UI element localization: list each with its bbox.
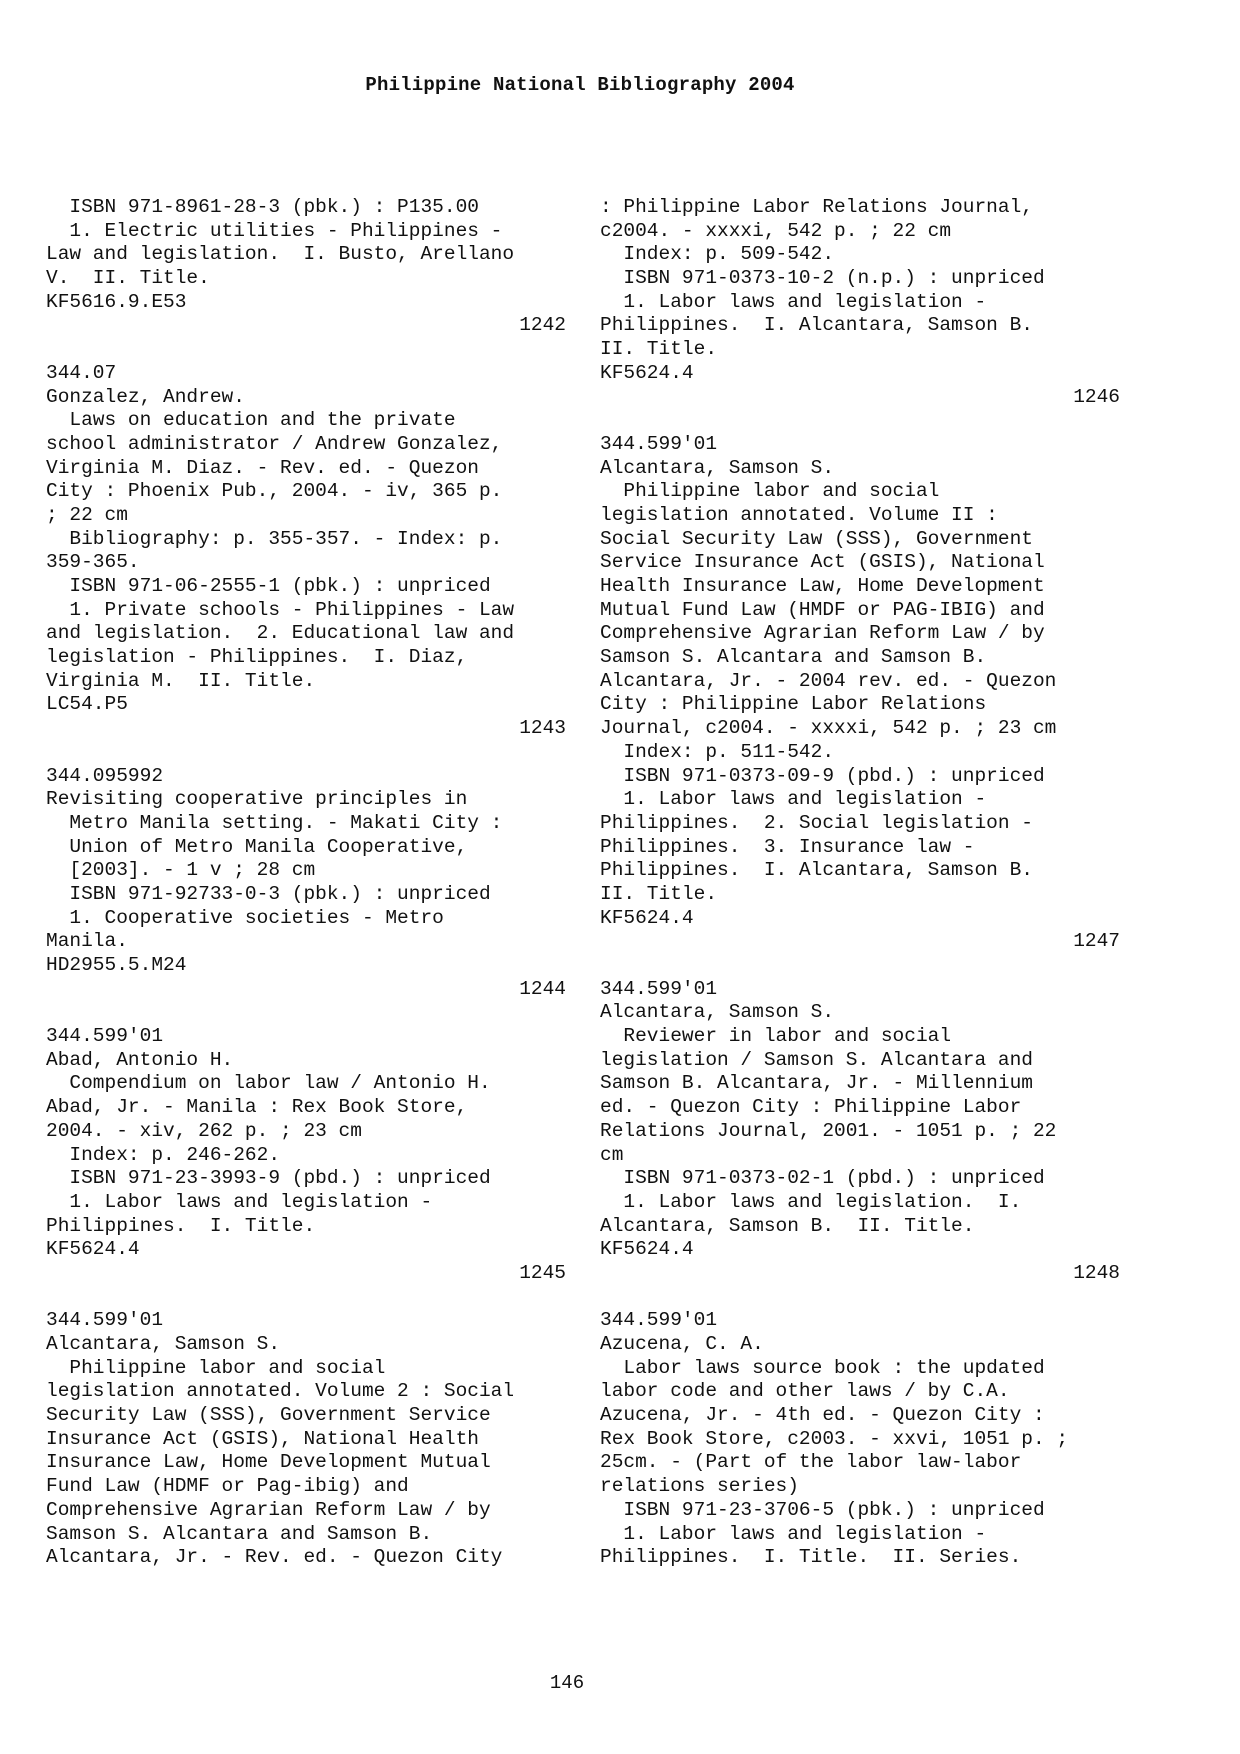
entry-line: Union of Metro Manila Cooperative, <box>46 835 468 858</box>
entry-line: ISBN 971-23-3706-5 (pbk.) : unpriced <box>600 1498 1045 1521</box>
entry-line: Labor laws source book : the updated <box>600 1356 1045 1379</box>
entry-line: Reviewer in labor and social <box>600 1025 952 1048</box>
entry-line: Samson S. Alcantara and Samson B. <box>46 1522 433 1545</box>
entry-line: II. Title. <box>600 338 718 361</box>
entry-line: II. Title. <box>600 882 718 905</box>
entry-line: Philippines. I. Title. <box>46 1214 316 1237</box>
entry-line: KF5616.9.E53 <box>46 290 187 313</box>
entry-line: Law and legislation. I. Busto, Arellano <box>46 243 515 266</box>
entry-line: Service Insurance Act (GSIS), National <box>600 551 1045 574</box>
entry-number: 1247 <box>1073 930 1120 953</box>
entry-line: Philippine labor and social <box>600 480 940 503</box>
entry-line: Index: p. 511-542. <box>600 740 835 763</box>
entry-line: labor code and other laws / by C.A. <box>600 1380 1010 1403</box>
entry-line: 1. Labor laws and legislation - <box>600 1522 987 1545</box>
entry-line: Alcantara, Samson S. <box>600 456 835 479</box>
entry-line: Samson B. Alcantara, Jr. - Millennium <box>600 1072 1033 1095</box>
entry-line: KF5624.4 <box>600 361 694 384</box>
entry-line: Social Security Law (SSS), Government <box>600 527 1033 550</box>
entry-line: Philippines. I. Alcantara, Samson B. <box>600 859 1033 882</box>
entry-line: ed. - Quezon City : Philippine Labor <box>600 1096 1022 1119</box>
entry-line: Index: p. 509-542. <box>600 243 835 266</box>
entry-line: City : Philippine Labor Relations <box>600 693 987 716</box>
entry-spacer <box>600 409 1120 433</box>
entry-number: 1244 <box>519 977 566 1000</box>
entry-line: Alcantara, Samson B. II. Title. <box>600 1214 975 1237</box>
entry-line: Samson S. Alcantara and Samson B. <box>600 646 987 669</box>
entry-line: relations series) <box>600 1475 799 1498</box>
entry-line: KF5624.4 <box>46 1238 140 1261</box>
entry-line: 1. Labor laws and legislation. I. <box>600 1190 1022 1213</box>
entry-line: [2003]. - 1 v ; 28 cm <box>46 859 316 882</box>
entry-spacer <box>46 741 566 765</box>
entry-line: 344.599'01 <box>46 1025 164 1048</box>
entry-line: Azucena, Jr. - 4th ed. - Quezon City : <box>600 1404 1045 1427</box>
entry-line: HD2955.5.M24 <box>46 954 187 976</box>
left-column <box>46 196 566 1570</box>
entry-line: Relations Journal, 2001. - 1051 p. ; 22 <box>600 1119 1057 1142</box>
entry-line: Insurance Law, Home Development Mutual <box>46 1451 491 1474</box>
page-title: Philippine National Bibliography 2004 <box>365 74 795 96</box>
right-column <box>600 196 1120 1570</box>
entry-spacer <box>46 338 566 362</box>
entry-line: 1. Cooperative societies - Metro <box>46 906 444 929</box>
entry-spacer <box>46 1286 566 1310</box>
entry-line: 359-365. <box>46 551 140 574</box>
entry-line: 344.599'01 <box>600 1309 718 1332</box>
entry-line: Gonzalez, Andrew. <box>46 385 245 408</box>
entry-line: 1. Labor laws and legislation - <box>600 290 987 313</box>
entry-line: Philippines. I. Title. II. Series. <box>600 1546 1022 1569</box>
entry-line: Philippines. 3. Insurance law - <box>600 835 975 858</box>
entry-line: 344.599'01 <box>600 977 718 1000</box>
entry-number: 1248 <box>1073 1261 1120 1284</box>
entry-line: school administrator / Andrew Gonzalez, <box>46 432 503 455</box>
entry-line: Bibliography: p. 355-357. - Index: p. <box>46 527 503 550</box>
entry-line: Mutual Fund Law (HMDF or PAG-IBIG) and <box>600 598 1045 621</box>
entry-line: ISBN 971-0373-09-9 (pbd.) : unpriced <box>600 764 1045 787</box>
entry-line: Manila. <box>46 930 128 953</box>
entry-line: 344.095992 <box>46 764 164 787</box>
entry-line: cm <box>600 1143 624 1166</box>
entry-line: legislation annotated. Volume 2 : Social <box>46 1380 515 1403</box>
entry-line: legislation - Philippines. I. Diaz, <box>46 646 468 669</box>
entry-line: legislation / Samson S. Alcantara and <box>600 1048 1033 1071</box>
entry-line: Alcantara, Samson S. <box>600 1001 835 1024</box>
entry-line: Alcantara, Jr. - 2004 rev. ed. - Quezon <box>600 669 1057 692</box>
entry-line: 1. Labor laws and legislation - <box>46 1190 433 1213</box>
entry-line: Revisiting cooperative principles in <box>46 788 468 811</box>
entry-line: ISBN 971-0373-02-1 (pbd.) : unpriced <box>600 1167 1045 1190</box>
entry-line: Comprehensive Agrarian Reform Law / by <box>600 622 1045 645</box>
entry-line: 1. Labor laws and legislation - <box>600 788 987 811</box>
entry-line: ; 22 cm <box>46 503 128 526</box>
entry-line: 1. Electric utilities - Philippines - <box>46 219 503 242</box>
entry-line: 1. Private schools - Philippines - Law <box>46 598 515 621</box>
entry-line: KF5624.4 <box>600 1238 694 1261</box>
entry-line: ISBN 971-0373-10-2 (n.p.) : unpriced <box>600 267 1045 290</box>
entry-spacer <box>600 954 1120 978</box>
entry-line: Health Insurance Law, Home Development <box>600 575 1045 597</box>
entry-line: Alcantara, Samson S. <box>46 1333 281 1355</box>
entry-line: Philippines. I. Alcantara, Samson B. <box>600 314 1033 337</box>
entry-line: Insurance Act (GSIS), National Health <box>46 1427 479 1450</box>
entry-line: Index: p. 246-262. <box>46 1143 281 1166</box>
entry-spacer <box>46 1001 566 1025</box>
entry-line: Alcantara, Jr. - Rev. ed. - Quezon City <box>46 1546 503 1569</box>
entry-line: c2004. - xxxxi, 542 p. ; 22 cm <box>600 219 952 242</box>
entry-line: Virginia M. II. Title. <box>46 669 316 692</box>
entry-spacer <box>600 1286 1120 1310</box>
entry-line: 344.07 <box>46 361 117 384</box>
entry-line: Journal, c2004. - xxxxi, 542 p. ; 23 cm <box>600 717 1057 740</box>
entry-line: Comprehensive Agrarian Reform Law / by <box>46 1498 491 1521</box>
entry-line: 344.599'01 <box>46 1309 164 1332</box>
entry-line: City : Phoenix Pub., 2004. - iv, 365 p. <box>46 480 503 503</box>
entry-line: Philippine labor and social <box>46 1356 386 1379</box>
entry-line: Azucena, C. A. <box>600 1333 764 1355</box>
entry-line: V. II. Title. <box>46 267 210 290</box>
entry-line: 2004. - xiv, 262 p. ; 23 cm <box>46 1119 362 1142</box>
entry-line: Rex Book Store, c2003. - xxvi, 1051 p. ; <box>600 1427 1069 1450</box>
entry-line: Virginia M. Diaz. - Rev. ed. - Quezon <box>46 456 479 479</box>
entry-line: Compendium on labor law / Antonio H. <box>46 1072 491 1095</box>
entry-line: : Philippine Labor Relations Journal, <box>600 196 1033 218</box>
entry-line: Abad, Jr. - Manila : Rex Book Store, <box>46 1096 468 1119</box>
entry-line: ISBN 971-92733-0-3 (pbk.) : unpriced <box>46 882 491 905</box>
page-number: 146 <box>549 1672 585 1694</box>
entry-line: Security Law (SSS), Government Service <box>46 1404 491 1427</box>
entry-line: ISBN 971-06-2555-1 (pbk.) : unpriced <box>46 575 491 597</box>
entry-line: Abad, Antonio H. <box>46 1048 234 1071</box>
entry-number: 1246 <box>1073 385 1120 408</box>
entry-line: ISBN 971-8961-28-3 (pbk.) : P135.00 <box>46 196 479 218</box>
entry-line: Metro Manila setting. - Makati City : <box>46 811 503 834</box>
entry-number: 1243 <box>519 717 566 740</box>
entry-line: 344.599'01 <box>600 432 718 455</box>
entry-line: LC54.P5 <box>46 693 128 716</box>
entry-line: Laws on education and the private <box>46 409 456 432</box>
entry-line: KF5624.4 <box>600 906 694 929</box>
entry-number: 1242 <box>519 314 566 337</box>
entry-number: 1245 <box>519 1261 566 1284</box>
entry-line: Fund Law (HDMF or Pag-ibig) and <box>46 1475 409 1498</box>
entry-line: Philippines. 2. Social legislation - <box>600 811 1033 834</box>
entry-line: ISBN 971-23-3993-9 (pbd.) : unpriced <box>46 1167 491 1190</box>
entry-line: and legislation. 2. Educational law and <box>46 622 515 645</box>
entry-line: legislation annotated. Volume II : <box>600 503 998 526</box>
entry-line: 25cm. - (Part of the labor law-labor <box>600 1451 1022 1474</box>
